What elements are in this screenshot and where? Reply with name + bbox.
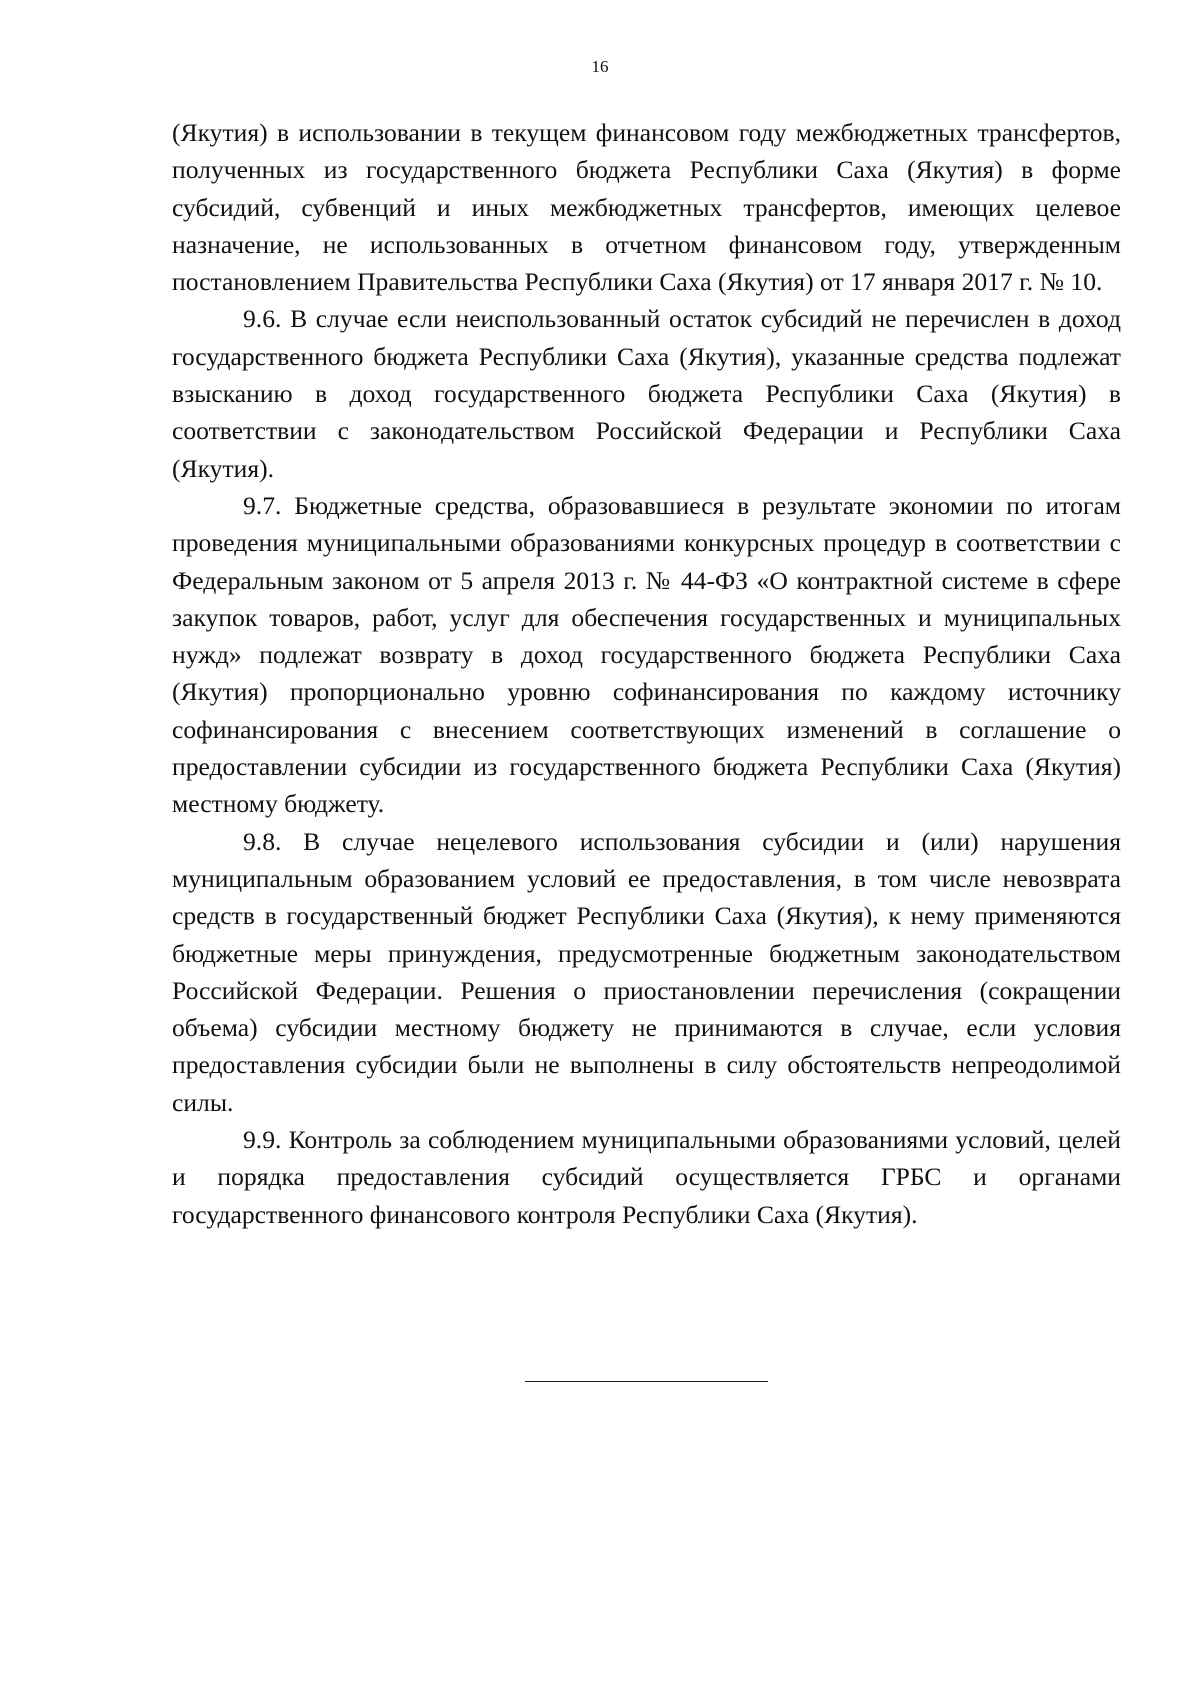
end-of-document-line (525, 1381, 768, 1382)
document-body (172, 114, 1121, 1233)
paragraph-9-6: 9.6. В случае если неиспользованный остаток субсидий не перечислен в доход государственного бюджета Республики Саха (Якутия), указанные средства подлежат взысканию в доход государственного бюджета Республики Саха (Якутия) в соответствии с законодательством Российской Федерации и Республики Саха (Якутия). (172, 304, 1121, 483)
paragraph-continuation: (Якутия) в использовании в текущем финансовом году межбюджетных трансфертов, полученных из государственного бюджета Республики Саха (Якутия) в форме субсидий, субвенций и иных межбюджетных трансфертов, имеющих целевое назначение, не использованных в отчетном финансовом году, утвержденным постановлением Правительства Республики Саха (Якутия) от 17 января 2017 г. № 10. (172, 118, 1121, 297)
page-number: 16 (591, 57, 609, 76)
paragraph-9-7: 9.7. Бюджетные средства, образовавшиеся в результате экономии по итогам проведения муниципальными образованиями конкурсных процедур в соответствии с Федеральным законом от 5 апреля 2013 г. № 44-ФЗ «О контрактной системе в сфере закупок товаров, работ, услуг для обеспечения государственных и муниципальных нужд» подлежат возврату в доход государственного бюджета Республики Саха (Якутия) пропорционально уровню софинансирования по каждому источнику софинансирования с внесением соответствующих изменений в соглашение о предоставлении субсидии из государственного бюджета Республики Саха (Якутия) местному бюджету. (172, 490, 1121, 819)
paragraph-9-8: 9.8. В случае нецелевого использования субсидии и (или) нарушения муниципальным образованием условий ее предоставления, в том числе невозврата средств в государственный бюджет Республики Саха (Якутия), к нему применяются бюджетные меры принуждения, предусмотренные бюджетным законодательством Российской Федерации. Решения о приостановлении перечисления (сокращении объема) субсидии местному бюджету не принимаются в случае, если условия предоставления субсидии были не выполнены в силу обстоятельств непреодолимой силы. (172, 826, 1121, 1117)
paragraph-9-9: 9.9. Контроль за соблюдением муниципальными образованиями условий, целей и порядка предоставления субсидий осуществляется ГРБС и органами государственного финансового контроля Республики Саха (Якутия). (172, 1125, 1121, 1229)
